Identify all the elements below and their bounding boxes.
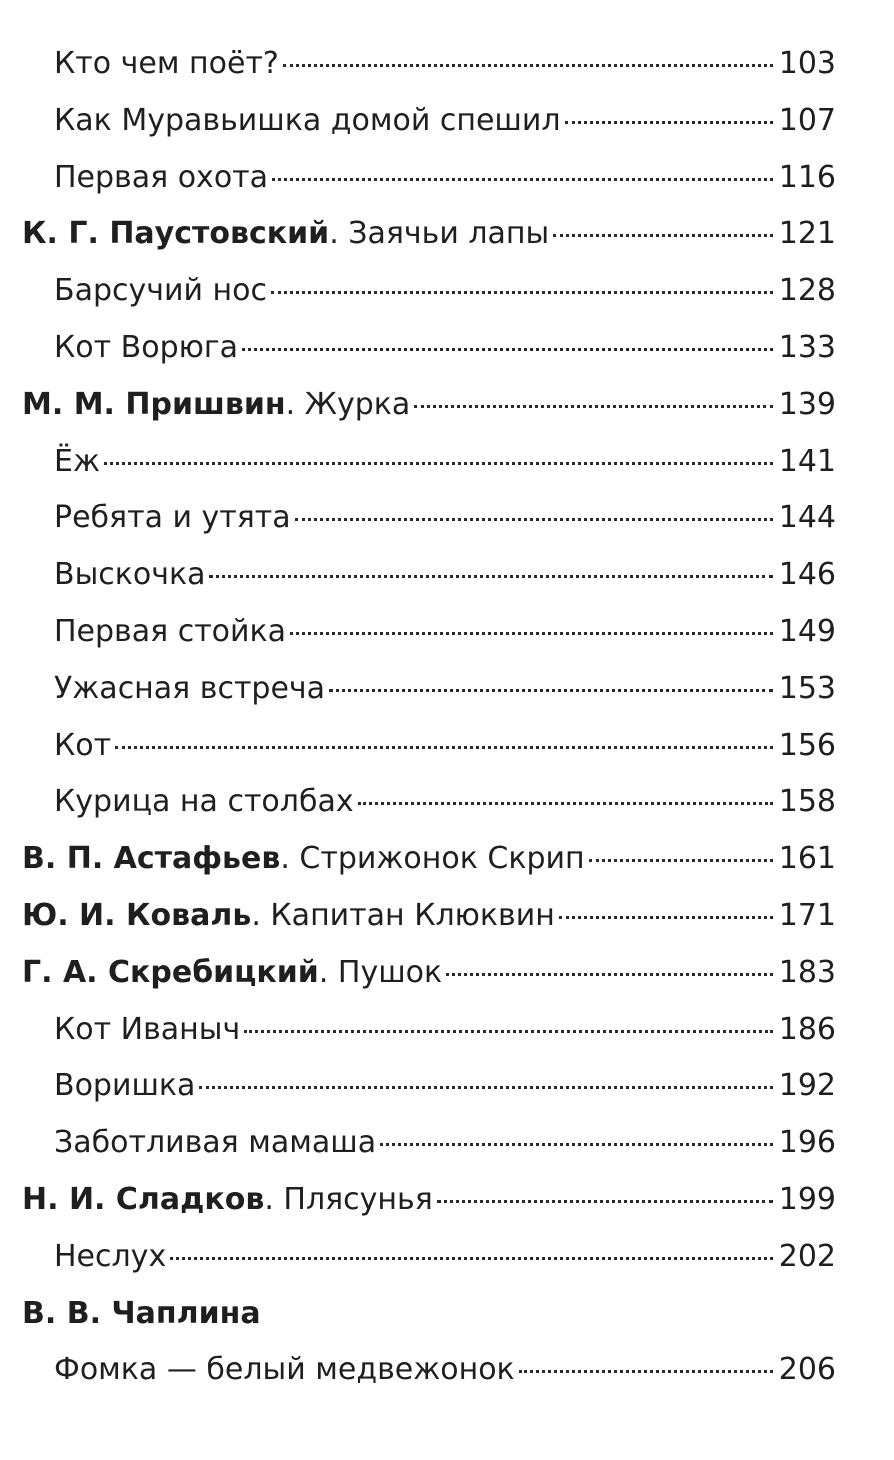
dot-leader [589, 859, 773, 862]
toc-entry [22, 1002, 836, 1059]
toc-page-number: 156 [778, 727, 836, 763]
toc-entry [22, 547, 836, 604]
dot-leader [290, 632, 773, 635]
toc-title: Курица на столбах [54, 784, 354, 820]
dot-leader [329, 689, 773, 692]
dot-leader [242, 348, 773, 351]
toc-page-number: 153 [778, 670, 836, 706]
toc-title: Воришка [54, 1068, 196, 1104]
toc-page-number: 116 [778, 159, 836, 195]
toc-entry [22, 831, 836, 888]
toc-title: Кот Иваныч [54, 1011, 241, 1047]
toc-entry [22, 661, 836, 718]
toc-author: М. М. Пришвин [22, 386, 286, 422]
toc-page-number: 171 [778, 897, 836, 933]
toc-page-number: 149 [778, 613, 836, 649]
toc-page-number: 206 [778, 1352, 836, 1388]
toc-page-number: 103 [778, 46, 836, 81]
toc-list [22, 36, 836, 1399]
dot-leader [565, 121, 773, 124]
toc-page-number: 133 [778, 329, 836, 365]
dot-leader [553, 234, 773, 237]
toc-entry [22, 263, 836, 320]
toc-page-number: 202 [778, 1238, 836, 1274]
dot-leader [446, 973, 773, 976]
toc-page-number: 158 [778, 784, 836, 820]
toc-page-number: 139 [778, 386, 836, 422]
toc-title: Заботливая мамаша [54, 1125, 377, 1161]
toc-author: В. П. Астафьев [22, 841, 281, 877]
dot-leader [519, 1370, 773, 1373]
toc-entry [22, 206, 836, 263]
dot-leader [209, 575, 772, 578]
toc-author: Н. И. Сладков [22, 1181, 265, 1217]
toc-title: Кто чем поёт? [54, 46, 279, 81]
dot-leader [170, 1257, 773, 1260]
toc-title: . Стрижонок Скрип [280, 841, 585, 877]
dot-leader [559, 916, 773, 919]
toc-entry [22, 604, 836, 661]
dot-leader [358, 802, 773, 805]
toc-page-number: 121 [778, 216, 836, 252]
toc-title: Ёж [54, 443, 100, 479]
toc-page-number: 144 [778, 500, 836, 536]
dot-leader [271, 291, 773, 294]
toc-page-number: 183 [778, 954, 836, 990]
toc-page-number: 128 [778, 273, 836, 309]
toc-entry [22, 1172, 836, 1229]
toc-entry [22, 1058, 836, 1115]
toc-title: Кот Ворюга [54, 329, 239, 365]
toc-entry [22, 718, 836, 775]
toc-page-number: 146 [778, 557, 836, 593]
toc-title: Кот [54, 727, 112, 763]
toc-page-number: 141 [778, 443, 836, 479]
toc-title: . Журка [285, 386, 411, 422]
toc-entry [22, 490, 836, 547]
toc-entry [22, 1342, 836, 1399]
toc-entry [22, 1115, 836, 1172]
toc-title: . Плясунья [264, 1181, 433, 1217]
toc-entry [22, 150, 836, 207]
toc-title: Первая стойка [54, 613, 287, 649]
toc-title: Фомка — белый медвежонок [54, 1352, 515, 1388]
dot-leader [414, 405, 772, 408]
toc-title: . Пушок [318, 954, 443, 990]
toc-title: Первая охота [54, 159, 269, 195]
toc-entry [22, 1286, 836, 1343]
toc-page-number: 196 [778, 1125, 836, 1161]
toc-title: Барсучий нос [54, 273, 267, 309]
toc-title: Выскочка [54, 557, 206, 593]
toc-author: К. Г. Паустовский [22, 216, 330, 252]
dot-leader [437, 1200, 773, 1203]
dot-leader [244, 1030, 773, 1033]
toc-title: . Капитан Клюквин [251, 897, 555, 933]
toc-page-number: 192 [778, 1068, 836, 1104]
toc-entry [22, 888, 836, 945]
toc-entry [22, 36, 836, 93]
toc-author: Г. А. Скребицкий [22, 954, 319, 990]
toc-author: Ю. И. Коваль [22, 897, 252, 933]
toc-title: Ужасная встреча [54, 670, 326, 706]
dot-leader [199, 1086, 772, 1089]
toc-entry [22, 93, 836, 150]
toc-entry [22, 774, 836, 831]
toc-entry [22, 434, 836, 491]
toc-page-number: 161 [778, 841, 836, 877]
toc-entry [22, 1229, 836, 1286]
dot-leader [104, 462, 773, 465]
dot-leader [272, 178, 773, 181]
dot-leader [380, 1143, 773, 1146]
toc-title: Ребята и утята [54, 500, 291, 536]
toc-page-number: 186 [778, 1011, 836, 1047]
toc-title: . Заячьи лапы [329, 216, 550, 252]
toc-entry [22, 377, 836, 434]
toc-entry [22, 320, 836, 377]
toc-page-number: 107 [778, 102, 836, 138]
toc-title: Как Муравьишка домой спешил [54, 102, 561, 138]
toc-entry [22, 945, 836, 1002]
toc-author: В. В. Чаплина [22, 1295, 261, 1331]
toc-page-number: 199 [778, 1181, 836, 1217]
dot-leader [295, 518, 773, 521]
dot-leader [283, 64, 773, 67]
toc-title: Неслух [54, 1238, 167, 1274]
dot-leader [115, 746, 773, 749]
